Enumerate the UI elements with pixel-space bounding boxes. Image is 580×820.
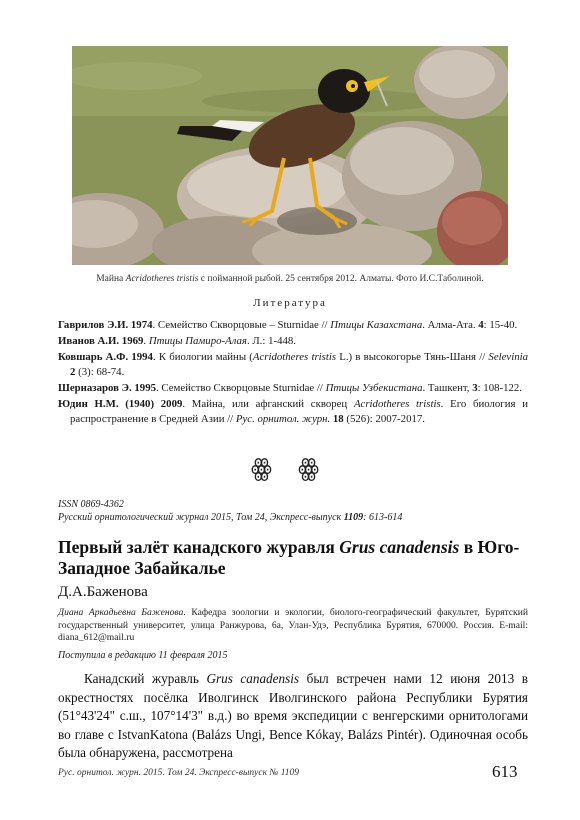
ref-title: Птицы Казахстана [330, 319, 423, 331]
ref-volume: 18 [332, 413, 344, 425]
ref-volume: 4 [478, 319, 484, 331]
reference-item [58, 350, 528, 380]
article-author: Д.А.Баженова [58, 584, 148, 600]
ref-text: (526): 2007-2017. [343, 413, 425, 425]
reference-item [58, 381, 528, 396]
ref-text: . К биологии майны ( [152, 351, 253, 363]
ref-text: . Алма-Ата. [422, 319, 479, 331]
journal-name: Русский орнитологический журнал 2015, Том 24, Экспресс-выпуск [58, 512, 344, 523]
ref-text: . Л.: 1-448. [246, 335, 296, 347]
ref-text: . Семейство Скворцовые Sturnidae // [156, 382, 326, 394]
ref-title: Птицы Памиро-Алая [148, 335, 247, 347]
page-number: 613 [492, 762, 518, 781]
reference-item [58, 397, 528, 427]
running-footer: Рус. орнитол. журн. 2015. Том 24. Экспресс-выпуск № 1109 [58, 768, 300, 778]
caption-pre: Майна [96, 274, 126, 284]
ref-text: . [143, 335, 149, 347]
body-paragraph [58, 670, 528, 763]
ref-volume: 2 [70, 366, 76, 378]
ref-text: : 108-122. [477, 382, 522, 394]
myna-photo [72, 46, 508, 265]
received-date: Поступила в редакцию 11 февраля 2015 [58, 650, 228, 661]
ref-text: . Семейство Скворцовые – Sturnidae // [152, 319, 331, 331]
body-pre: Канадский журавль [84, 671, 207, 686]
reference-list [58, 318, 528, 428]
ref-text: : 15-40. [483, 319, 518, 331]
title-pre: Первый залёт канадского журавля [58, 537, 340, 557]
affiliation-name: Диана Аркадьевна Баженова [58, 607, 184, 618]
reference-item [58, 318, 528, 333]
ref-title: Птицы Узбекистана [325, 382, 423, 394]
title-post: в Юго-Западное Забайкалье [58, 537, 520, 578]
ref-journal: Selevinia [488, 351, 528, 363]
ref-text: . Ташкент, [422, 382, 473, 394]
photo-illustration [72, 46, 508, 265]
ref-text: (3): 68-74. [75, 366, 125, 378]
ref-text: . Майна, или афганский скворец [182, 398, 354, 410]
reference-item [58, 334, 528, 349]
ref-author: Шерназаров Э. 1995 [58, 382, 156, 394]
ref-species: Acridotheres tristis [353, 398, 441, 410]
ref-text: . Его биология и распространение в Средней Азии // [70, 398, 528, 425]
ref-author: Юдин Н.М. (1940) 2009 [58, 398, 183, 410]
photo-caption [60, 274, 520, 284]
ref-volume: 3 [472, 382, 478, 394]
body-species: Grus canadensis [206, 671, 300, 686]
page-range: : 613-614 [363, 512, 403, 523]
caption-post: с пойманной рыбой. 25 сентября 2012. Алматы. Фото И.С.Таболиной. [198, 274, 484, 284]
ref-text: L.) в высокогорье Тянь-Шаня // [336, 351, 489, 363]
ref-author: Ковшарь А.Ф. 1994 [58, 351, 153, 363]
journal-citation [58, 512, 402, 523]
literature-heading: Литература [253, 297, 327, 309]
author-affiliation [58, 607, 528, 645]
issue-number: 1109 [343, 512, 364, 523]
ref-author: Иванов А.И. 1969 [58, 335, 144, 347]
affiliation-text: . Кафедра зоологии и экологии, биолого-географический факультет, Бурятский государственный университет, улица Ранжурова, 6а, Улан-Удэ, Республика Бурятия, 670000. Россия. E-mail: diana_612@mail.ru [58, 607, 528, 643]
title-species: Grus canadensis [339, 537, 460, 557]
body-post: был встречен нами 12 июня 2013 в окрестностях посёлка Иволгинск Иволгинского района Республики Бурятия (51°43'24" с.ш., 107°14'3" в.д.) во время экспедиции с венгерскими орнитологами во главе с IstvanKatona (Balázs Ungi, Bence Kókay, Balázs Pintér). Одиночная особь была обнаружена, рассмотрена [58, 671, 528, 760]
ref-journal: Рус. орнитол. журн. [235, 413, 331, 425]
caption-species: Acridotheres tristis [125, 274, 199, 284]
section-ornament: ꙮ ꙮ [250, 456, 330, 482]
article-title [58, 537, 528, 579]
ref-species: Acridotheres tristis [252, 351, 337, 363]
ref-author: Гаврилов Э.И. 1974 [58, 319, 153, 331]
issn: ISSN 0869-4362 [58, 499, 124, 510]
